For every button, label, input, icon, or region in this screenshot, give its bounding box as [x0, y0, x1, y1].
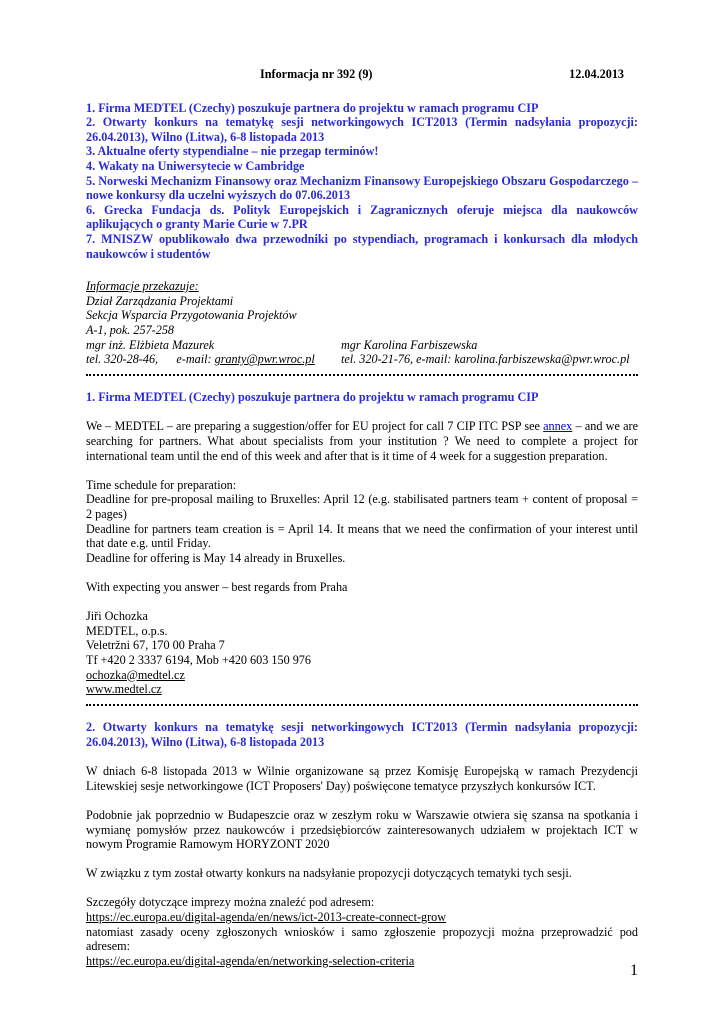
sender-web-link[interactable]: www.medtel.cz [86, 682, 162, 697]
section-2-paragraph-2: Podobnie jak poprzednio w Budapeszcie oraz w zeszłym roku w Warszawie otwiera się szansa na spotkania i wymianę pomysłów przez naukowców i przedsiębiorców zainteresowanych udziałem w projektach ICT w nowym Programie Ramowym HORYZONT 2020 [86, 807, 638, 852]
section-1-p1-before: We – MEDTEL – are preparing a suggestion/offer for EU project for call 7 CIP ITC PSP see [86, 419, 544, 434]
section-1-paragraph-1 [86, 419, 638, 463]
contact-email-1-link[interactable]: granty@pwr.wroc.pl [214, 352, 315, 367]
section-2-paragraph-1: W dniach 6-8 listopada 2013 w Wilnie organizowane są przez Komisję Europejską w ramach Prezydencji Litewskiej sesje networkingowe (ICT Proposers' Day) poświęcone tematyce przyszłych konkursów ICT. [86, 764, 638, 793]
contact-heading: Informacje przekazuje: [86, 279, 199, 294]
section-2-paragraph-5: natomiast zasady oceny zgłoszonych wniosków i samo zgłoszenie propozycji można przeprowadzić pod adresem: [86, 924, 638, 954]
contact-tel-2: tel. 320-21-76, e-mail: karolina.farbiszewska@pwr.wroc.pl [341, 352, 630, 367]
deadline-3: Deadline for offering is May 14 already in Bruxelles. [86, 550, 346, 565]
contact-person-2: mgr Karolina Farbiszewska [341, 337, 478, 352]
deadline-1: Deadline for pre-proposal mailing to Bruxelles: April 12 (e.g. stabilisated partners team + content of proposal = 2 pages) [86, 492, 638, 522]
toc-item-2[interactable]: 2. Otwarty konkurs na tematykę sesji networkingowych ICT2013 (Termin nadsyłania propozycji: 26.04.2013), Wilno (Litwa), 6-8 listopada 2013 [86, 115, 638, 144]
contact-phones-row [86, 352, 638, 367]
toc-item-4[interactable]: 4. Wakaty na Uniwersytecie w Cambridge [86, 158, 305, 173]
schedule-heading: Time schedule for preparation: [86, 477, 237, 492]
sender-name: Jiři Ochozka [86, 609, 148, 624]
contact-department: Dział Zarządzania Projektami [86, 293, 234, 308]
section-2-paragraph-4: Szczegóły dotyczące imprezy można znaleźć pod adresem: [86, 895, 375, 910]
header [86, 67, 638, 82]
document-page [86, 67, 638, 968]
contact-person-1: mgr inż. Elżbieta Mazurek [86, 337, 215, 352]
contact-tel-1-prefix: tel. 320-28-46, e-mail: [86, 352, 215, 367]
toc-item-3[interactable]: 3. Aktualne oferty stypendialne – nie przegap terminów! [86, 144, 379, 159]
contact-room: A-1, pok. 257-258 [86, 322, 175, 337]
sender-company: MEDTEL, o.p.s. [86, 623, 168, 638]
toc-item-1[interactable]: 1. Firma MEDTEL (Czechy) poszukuje partnera do projektu w ramach programu CIP [86, 100, 539, 115]
contact-block [86, 279, 638, 367]
regards-text: With expecting you answer – best regards from Praha [86, 580, 348, 594]
page-number: 1 [630, 962, 638, 979]
toc-item-5[interactable]: 5. Norweski Mechanizm Finansowy oraz Mechanizm Finansowy Europejskiego Obszaru Gospodarczego – nowe konkursy dla uczelni wyższych do 07.06.2013 [86, 173, 638, 203]
table-of-contents [86, 101, 638, 262]
section-1-title: 1. Firma MEDTEL (Czechy) poszukuje partnera do projektu w ramach programu CIP [86, 390, 539, 405]
toc-item-7[interactable]: 7. MNISZW opublikowało dwa przewodniki po stypendiach, programach i konkursach dla młodych naukowców i studentów [86, 231, 638, 261]
info-date: 12.04.2013 [569, 67, 624, 81]
section-2-title: 2. Otwarty konkurs na tematykę sesji networkingowych ICT2013 (Termin nadsyłania propozycji: 26.04.2013), Wilno (Litwa), 6-8 listopada 2013 [86, 720, 638, 749]
contact-section: Sekcja Wsparcia Przygotowania Projektów [86, 308, 297, 323]
ict2013-link[interactable]: https://ec.europa.eu/digital-agenda/en/news/ict-2013-create-connect-grow [86, 910, 447, 925]
section-1-p1-after: – and we are searching for partners. What about specialists from your institution ? We need to complete a project for international team until the end of this week and after that is it time of 4 week for a suggestion preparation. [86, 419, 638, 463]
section-2-paragraph-3: W związku z tym został otwarty konkurs na nadsyłanie propozycji dotyczących tematyki tych sesji. [86, 866, 572, 881]
annex-link[interactable]: annex [543, 419, 573, 434]
sender-phones: Tf +420 2 3337 6194, Mob +420 603 150 976 [86, 652, 311, 667]
selection-criteria-link[interactable]: https://ec.europa.eu/digital-agenda/en/networking-selection-criteria [86, 953, 415, 968]
contact-persons-row [86, 338, 638, 353]
deadline-2: Deadline for partners team creation is = April 14. It means that we need the confirmation of your interest until that date e.g. until Friday. [86, 521, 638, 551]
contact-tel-1 [86, 352, 341, 367]
toc-item-6[interactable]: 6. Grecka Fundacja ds. Polityk Europejskich i Zagranicznych oferuje miejsca dla naukowców aplikujących o granty Marie Curie w 7.PR [86, 202, 638, 232]
info-number: Informacja nr 392 (9) [260, 67, 373, 81]
sender-email-link[interactable]: ochozka@medtel.cz [86, 667, 185, 682]
sender-address: Veletržni 67, 170 00 Praha 7 [86, 638, 225, 653]
